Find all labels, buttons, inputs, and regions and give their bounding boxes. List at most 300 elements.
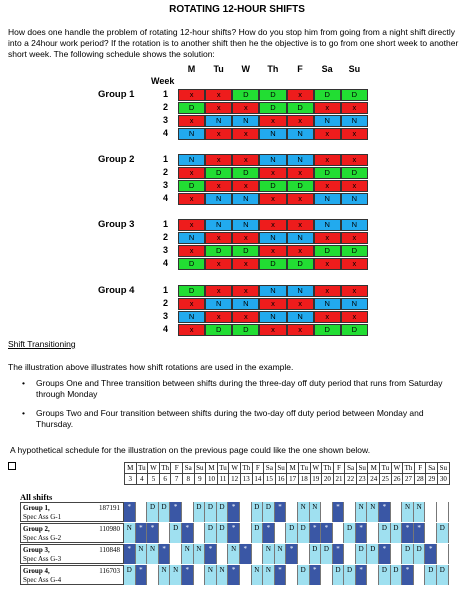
day-header-0: M — [187, 64, 196, 74]
schedule-date: 17 — [287, 474, 299, 485]
shift-cell: x — [178, 245, 205, 257]
shift-row — [178, 128, 368, 140]
schedule-cell — [252, 544, 264, 564]
shift-cell: x — [178, 115, 205, 127]
schedule-day: Sa — [182, 463, 194, 474]
group-id: 110980 — [99, 525, 120, 533]
intro-paragraph: How does one handle the problem of rotating 12-hour shifts? How do you stop him from going from a night shift directly into a 24hour work period? If the rotation is to another shift then he the objective is to go from one short week to another short week. The following schedule shows the solution: — [8, 27, 459, 59]
group-sub: Spec Ass G-4 — [23, 576, 62, 584]
schedule-cell — [437, 544, 449, 564]
schedule-cell: N — [252, 565, 264, 585]
shift-cell: N — [341, 193, 368, 205]
week-number: 3 — [162, 311, 168, 321]
shift-cell: x — [259, 193, 286, 205]
schedule-cell — [321, 502, 333, 522]
shift-cell: D — [259, 89, 286, 101]
shift-cell: D — [341, 324, 368, 336]
schedule-cell: D — [356, 544, 368, 564]
schedule-date: 13 — [240, 474, 252, 485]
schedule-cell: D — [344, 565, 356, 585]
schedule-cell — [414, 565, 426, 585]
shift-cell: N — [232, 193, 259, 205]
shift-cell: x — [287, 298, 314, 310]
schedule-cell: * — [414, 523, 426, 543]
schedule-cell — [391, 502, 403, 522]
shift-cell: x — [341, 285, 368, 297]
schedule-day: F — [252, 463, 264, 474]
schedule-cell: N — [182, 544, 194, 564]
schedule-cell — [194, 523, 206, 543]
schedule-group-label — [20, 544, 124, 564]
shift-cell: x — [341, 232, 368, 244]
week-number: 4 — [162, 258, 168, 268]
shift-cell: N — [205, 115, 232, 127]
schedule-day: Su — [275, 463, 287, 474]
schedule-cell: * — [356, 523, 368, 543]
schedule-cell: D — [437, 523, 449, 543]
shift-cell: x — [287, 167, 314, 179]
shift-cell: N — [314, 115, 341, 127]
shift-cell: x — [259, 298, 286, 310]
page-title: ROTATING 12-HOUR SHIFTS — [169, 4, 305, 15]
schedule-cell — [344, 544, 356, 564]
schedule-cell: N — [159, 565, 171, 585]
group-sub: Spec Ass G-1 — [23, 513, 62, 521]
schedule-cell: N — [228, 544, 240, 564]
shift-row — [178, 232, 368, 244]
schedule-cell: * — [147, 523, 159, 543]
schedule-cell — [344, 502, 356, 522]
schedule-day: W — [229, 463, 241, 474]
schedule-cell: N — [147, 544, 159, 564]
group-sub: Spec Ass G-2 — [23, 534, 62, 542]
schedule-date: 6 — [159, 474, 171, 485]
shift-cell: N — [314, 219, 341, 231]
schedule-day: M — [368, 463, 380, 474]
group-name: Group 4, — [23, 567, 50, 575]
schedule-cell: * — [182, 565, 194, 585]
shift-cell: D — [232, 89, 259, 101]
schedule-cell: N — [414, 502, 426, 522]
schedule-cell — [333, 523, 345, 543]
shift-cell: D — [259, 258, 286, 270]
shift-cell: x — [314, 285, 341, 297]
schedule-day: Su — [438, 463, 450, 474]
shift-cell: x — [314, 258, 341, 270]
day-header-2: W — [241, 64, 251, 74]
schedule-cell: D — [391, 523, 403, 543]
schedule-cell: * — [124, 544, 136, 564]
shift-cell: D — [232, 245, 259, 257]
shift-cell: N — [259, 154, 286, 166]
shift-cell: x — [205, 258, 232, 270]
schedule-cell: D — [170, 523, 182, 543]
group-sub: Spec Ass G-3 — [23, 555, 62, 563]
shift-cell: N — [341, 219, 368, 231]
schedule-day: F — [171, 463, 183, 474]
shift-cell: D — [205, 324, 232, 336]
schedule-date: 5 — [148, 474, 160, 485]
schedule-cell: N — [194, 544, 206, 564]
shift-row — [178, 298, 368, 310]
schedule-cell: D — [402, 544, 414, 564]
shift-cell: x — [232, 311, 259, 323]
shift-cell: x — [178, 219, 205, 231]
schedule-day: Th — [161, 464, 169, 472]
schedule-cell — [240, 523, 252, 543]
schedule-date: 10 — [206, 474, 218, 485]
shift-cell: x — [314, 180, 341, 192]
shift-cell: x — [314, 311, 341, 323]
shift-cell: N — [287, 232, 314, 244]
shift-row — [178, 245, 368, 257]
shift-cell: D — [314, 245, 341, 257]
shift-cell: x — [287, 89, 314, 101]
shift-cell: N — [341, 298, 368, 310]
shift-cell: x — [205, 232, 232, 244]
shift-row — [178, 154, 368, 166]
shift-cell: N — [287, 154, 314, 166]
shift-row — [178, 219, 368, 231]
schedule-cell: * — [275, 502, 287, 522]
shift-cell: x — [205, 311, 232, 323]
shift-cell: x — [178, 324, 205, 336]
shift-row — [178, 258, 368, 270]
schedule-cell: D — [391, 565, 403, 585]
schedule-cell: D — [286, 523, 298, 543]
schedule-cell: * — [205, 544, 217, 564]
schedule-cell: * — [321, 523, 333, 543]
schedule-cell: * — [124, 502, 136, 522]
day-header-5: Sa — [321, 64, 333, 74]
bullet-icon: • — [22, 408, 25, 418]
shift-cell: x — [205, 102, 232, 114]
schedule-cell: N — [356, 502, 368, 522]
schedule-date: 25 — [380, 474, 392, 485]
schedule-cell — [298, 544, 310, 564]
schedule-cell — [367, 523, 379, 543]
schedule-cell — [286, 502, 298, 522]
schedule-date: 3 — [125, 474, 137, 485]
schedule-date: 16 — [275, 474, 287, 485]
shift-transitioning-heading: Shift Transitioning — [8, 339, 76, 349]
schedule-cell: N — [124, 523, 136, 543]
schedule-date: 7 — [171, 474, 183, 485]
schedule-cell: D — [147, 502, 159, 522]
schedule-cell — [240, 565, 252, 585]
shift-cell: N — [178, 128, 205, 140]
shift-cell: x — [232, 180, 259, 192]
shift-cell: N — [205, 219, 232, 231]
schedule-day: M — [125, 463, 137, 474]
schedule-row — [124, 544, 449, 564]
week-number: 2 — [162, 167, 168, 177]
shift-cell: x — [205, 89, 232, 101]
shift-cell: x — [287, 193, 314, 205]
schedule-cell: * — [379, 544, 391, 564]
shift-cell: D — [205, 245, 232, 257]
schedule-date: 15 — [264, 474, 276, 485]
schedule-cell — [217, 544, 229, 564]
schedule-date: 4 — [136, 474, 148, 485]
schedule-cell: * — [228, 523, 240, 543]
shift-row — [178, 115, 368, 127]
schedule-cell: * — [170, 502, 182, 522]
schedule-group-label — [20, 523, 124, 543]
day-header-1: Tu — [213, 64, 224, 74]
schedule-cell: D — [298, 565, 310, 585]
shift-cell: D — [341, 167, 368, 179]
schedule-cell: * — [333, 544, 345, 564]
schedule-date: 8 — [182, 474, 194, 485]
schedule-cell: * — [228, 502, 240, 522]
schedule-cell: * — [379, 502, 391, 522]
schedule-cell: D — [252, 523, 264, 543]
schedule-cell: D — [263, 502, 275, 522]
shift-row — [178, 89, 368, 101]
shift-cell: x — [178, 89, 205, 101]
group-name: Group 1 — [98, 89, 135, 100]
schedule-cell: D — [310, 544, 322, 564]
shift-cell: D — [178, 180, 205, 192]
day-header — [178, 64, 368, 76]
schedule-cell — [425, 523, 437, 543]
schedule-cell: * — [333, 502, 345, 522]
schedule-date: 27 — [403, 474, 415, 485]
schedule-cell: D — [205, 523, 217, 543]
shift-row — [178, 285, 368, 297]
schedule-cell: * — [240, 544, 252, 564]
week-number: 2 — [162, 102, 168, 112]
shift-cell: x — [232, 258, 259, 270]
shift-cell: x — [232, 232, 259, 244]
day-header-4: F — [297, 64, 303, 74]
shift-cell: N — [287, 285, 314, 297]
schedule-cell: * — [425, 544, 437, 564]
schedule-cell: D — [321, 544, 333, 564]
schedule-cell: N — [205, 565, 217, 585]
shift-cell: N — [287, 128, 314, 140]
week-number: 4 — [162, 128, 168, 138]
schedule-day: F — [414, 463, 426, 474]
shift-cell: D — [287, 180, 314, 192]
shift-cell: N — [232, 298, 259, 310]
schedule-day: F — [333, 463, 345, 474]
shift-cell: D — [178, 102, 205, 114]
group-id: 116703 — [99, 567, 120, 575]
group-id: 110848 — [99, 546, 120, 554]
shift-cell: D — [341, 89, 368, 101]
schedule-cell: D — [333, 565, 345, 585]
checkbox-icon[interactable] — [8, 462, 16, 470]
schedule-cell: * — [310, 523, 322, 543]
schedule-row — [124, 502, 449, 522]
schedule-cell: N — [136, 544, 148, 564]
schedule-cell — [170, 544, 182, 564]
schedule-cell: N — [170, 565, 182, 585]
shift-cell: x — [232, 128, 259, 140]
schedule-cell — [437, 502, 449, 522]
shift-cell: N — [178, 232, 205, 244]
week-number: 2 — [162, 298, 168, 308]
bullet-icon: • — [22, 378, 25, 388]
shift-cell: N — [287, 311, 314, 323]
schedule-cell — [182, 502, 194, 522]
shift-row — [178, 102, 368, 114]
shift-cell: N — [232, 219, 259, 231]
group-name: Group 2 — [98, 154, 135, 165]
schedule-cell — [391, 544, 403, 564]
shift-row — [178, 167, 368, 179]
shift-cell: D — [178, 258, 205, 270]
schedule-cell — [425, 502, 437, 522]
schedule-cell: D — [124, 565, 136, 585]
week-number: 1 — [162, 285, 168, 295]
schedule-cell: * — [136, 565, 148, 585]
schedule-cell: D — [425, 565, 437, 585]
schedule-cell: D — [367, 544, 379, 564]
schedule-day: M — [206, 463, 218, 474]
schedule-day: Th — [404, 464, 413, 472]
schedule-group-label — [20, 502, 124, 522]
week-label: Week — [151, 76, 175, 86]
schedule-date: 19 — [310, 474, 322, 485]
schedule-cell: D — [205, 502, 217, 522]
shift-cell: N — [232, 115, 259, 127]
schedule-cell: * — [402, 565, 414, 585]
schedule-cell: * — [159, 544, 171, 564]
shift-cell: D — [205, 167, 232, 179]
schedule-cell: N — [367, 502, 379, 522]
day-header-6: Su — [348, 64, 361, 74]
week-number: 3 — [162, 245, 168, 255]
schedule-date: 18 — [298, 474, 310, 485]
schedule-cell: N — [263, 565, 275, 585]
week-number: 1 — [162, 154, 168, 164]
schedule-cell — [159, 523, 171, 543]
shift-cell: D — [287, 258, 314, 270]
shift-cell: x — [205, 154, 232, 166]
shift-cell: x — [232, 102, 259, 114]
schedule-group-label — [20, 565, 124, 585]
schedule-row — [124, 565, 449, 585]
week-number: 3 — [162, 115, 168, 125]
schedule-cell: N — [217, 565, 229, 585]
schedule-cell: N — [310, 502, 322, 522]
shift-cell: N — [259, 311, 286, 323]
schedule-cell: D — [344, 523, 356, 543]
schedule-cell: * — [182, 523, 194, 543]
schedule-date: 30 — [438, 474, 450, 485]
week-number: 1 — [162, 219, 168, 229]
schedule-day: Su — [194, 463, 206, 474]
shift-cell: x — [259, 324, 286, 336]
shift-cell: x — [205, 180, 232, 192]
schedule-cell: D — [437, 565, 449, 585]
schedule-cell: D — [414, 544, 426, 564]
shift-cell: N — [178, 311, 205, 323]
schedule-day: Tu — [136, 463, 148, 474]
shift-cell: x — [287, 115, 314, 127]
schedule-cell — [321, 565, 333, 585]
schedule-day: Th — [323, 464, 332, 472]
shift-row — [178, 180, 368, 192]
group-name: Group 3 — [98, 219, 135, 230]
schedule-cell: D — [252, 502, 264, 522]
day-header-3: Th — [267, 64, 279, 74]
shift-cell: D — [287, 102, 314, 114]
shift-cell: x — [341, 180, 368, 192]
shift-cell: x — [259, 245, 286, 257]
shift-cell: x — [314, 232, 341, 244]
schedule-cell: * — [402, 523, 414, 543]
shift-cell: x — [178, 167, 205, 179]
schedule-cell: * — [275, 565, 287, 585]
schedule-cell: N — [402, 502, 414, 522]
week-number: 3 — [162, 180, 168, 190]
shift-cell: x — [287, 324, 314, 336]
shift-cell: N — [341, 115, 368, 127]
schedule-cell: * — [136, 523, 148, 543]
shift-cell: x — [232, 285, 259, 297]
shift-cell: N — [178, 154, 205, 166]
schedule-cell — [147, 565, 159, 585]
group-name: Group 4 — [98, 285, 135, 296]
schedule-day: Tu — [217, 463, 229, 474]
shift-cell: x — [287, 219, 314, 231]
schedule-day: W — [148, 463, 160, 474]
shift-cell: x — [341, 258, 368, 270]
schedule-cell — [275, 523, 287, 543]
shift-cell: x — [232, 154, 259, 166]
schedule-cell: D — [217, 523, 229, 543]
week-number: 4 — [162, 324, 168, 334]
shift-cell: x — [178, 298, 205, 310]
schedule-cell: * — [263, 523, 275, 543]
group-name: Group 3, — [23, 546, 50, 554]
schedule-cell — [240, 502, 252, 522]
shift-row — [178, 324, 368, 336]
shift-cell: x — [259, 167, 286, 179]
shift-cell: D — [178, 285, 205, 297]
shift-cell: x — [314, 154, 341, 166]
shift-cell: N — [205, 193, 232, 205]
schedule-date: 21 — [333, 474, 345, 485]
shift-cell: x — [259, 115, 286, 127]
week-number: 4 — [162, 193, 168, 203]
shift-row — [178, 193, 368, 205]
schedule-cell: D — [159, 502, 171, 522]
bullet-1-text: Groups One and Three transition between shifts during the three-day off duty period that runs from Saturday through Monday — [36, 378, 443, 399]
schedule-day: Sa — [426, 463, 438, 474]
shift-row — [178, 311, 368, 323]
schedule-date: 11 — [217, 474, 229, 485]
shift-cell: x — [341, 311, 368, 323]
group-name: Group 1, — [23, 504, 50, 512]
shift-cell: D — [259, 102, 286, 114]
schedule-day: W — [310, 463, 322, 474]
shift-cell: D — [232, 324, 259, 336]
schedule-day: W — [391, 463, 403, 474]
shift-cell: x — [287, 245, 314, 257]
shift-cell: x — [259, 219, 286, 231]
shift-cell: D — [314, 167, 341, 179]
schedule-day: Tu — [298, 463, 310, 474]
all-shifts-label: All shifts — [20, 492, 53, 502]
week-number: 1 — [162, 89, 168, 99]
schedule-day: Sa — [264, 463, 276, 474]
schedule-cell: D — [217, 502, 229, 522]
